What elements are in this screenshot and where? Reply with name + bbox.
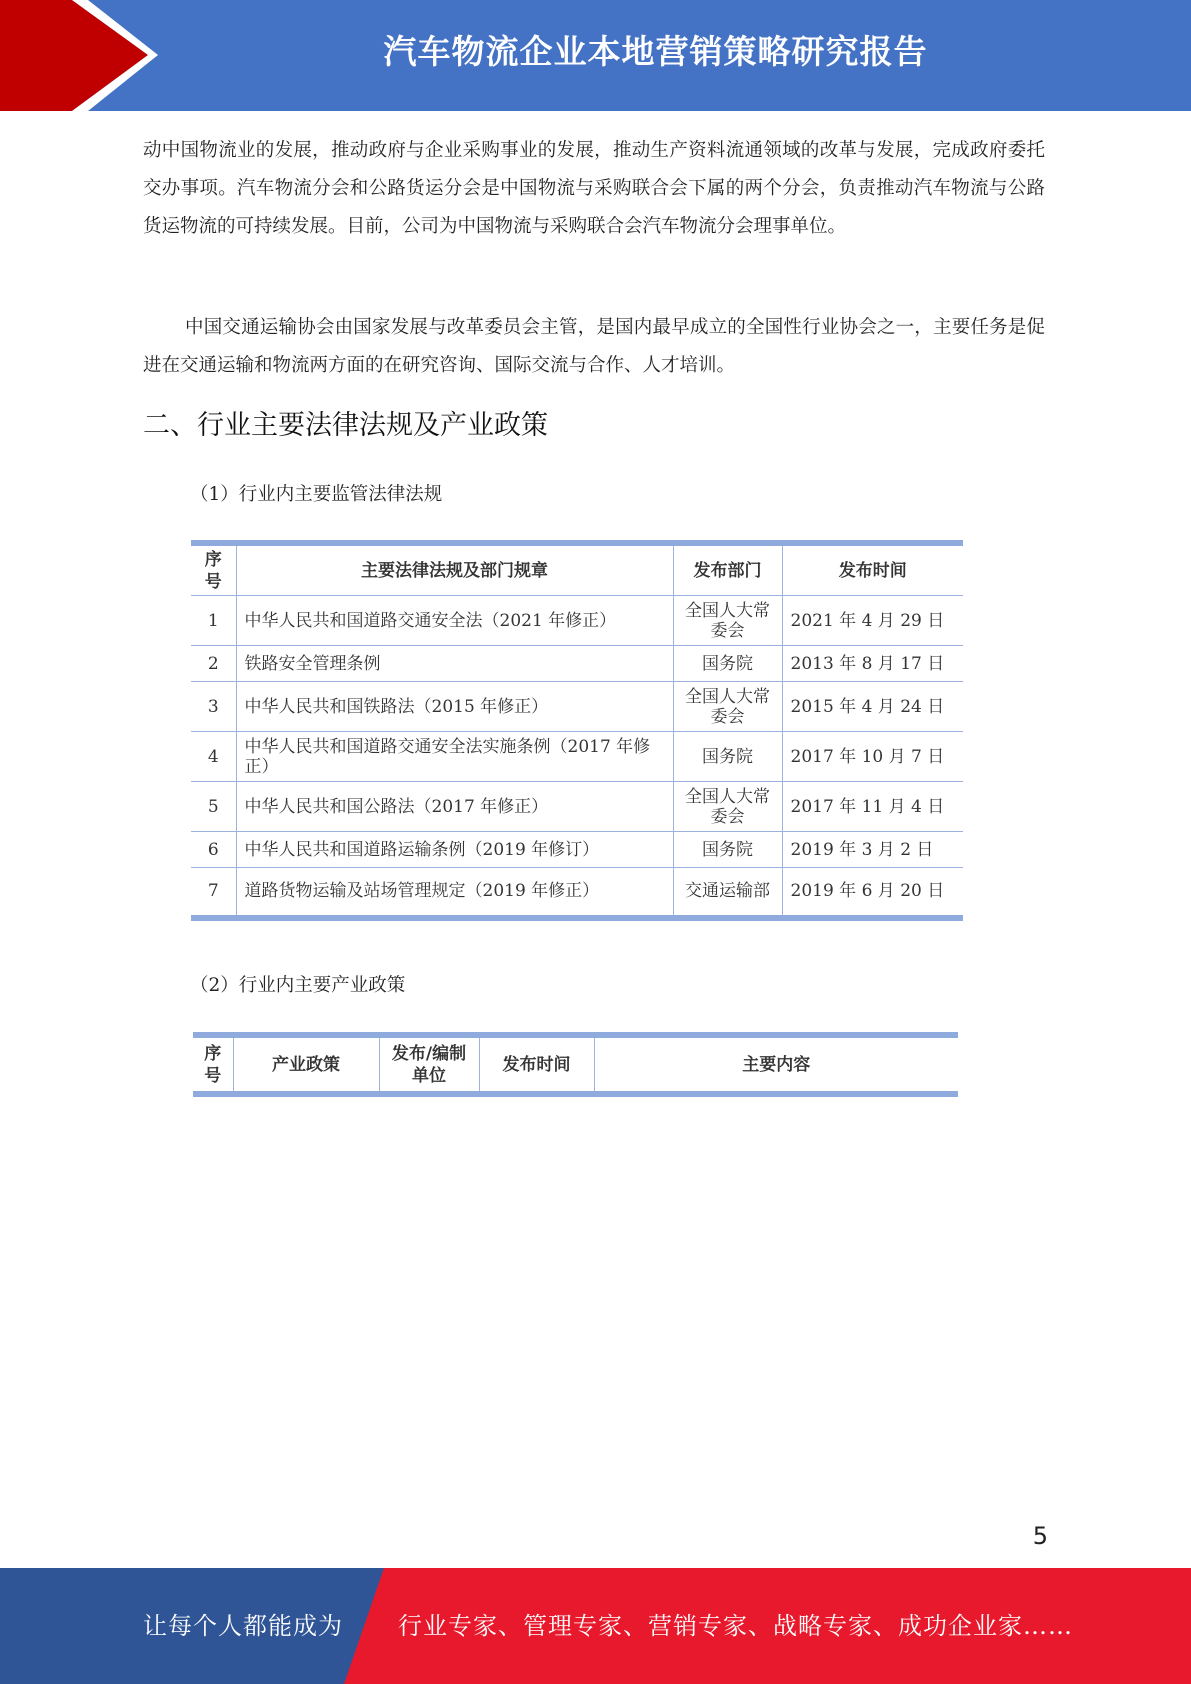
table-row [191,868,963,918]
row-department: 国务院 [673,646,782,682]
row-date: 2019 年 6 月 20 日 [782,868,963,918]
row-regulation: 中华人民共和国铁路法（2015 年修正） [236,682,673,732]
row-regulation: 中华人民共和国公路法（2017 年修正） [236,782,673,832]
row-regulation: 中华人民共和国道路运输条例（2019 年修订） [236,832,673,868]
row-regulation: 中华人民共和国道路交通安全法（2021 年修正） [236,596,673,646]
row-department: 全国人大常委会 [673,682,782,732]
footer-slogan-right: 行业专家、管理专家、营销专家、战略专家、成功企业家…… [398,1612,1073,1640]
row-date: 2021 年 4 月 29 日 [782,596,963,646]
table-row [191,782,963,832]
table-header-row [191,543,963,596]
header-index: 序号 [193,1035,233,1094]
header-issuer: 发布/编制单位 [379,1035,479,1094]
table-header-row [193,1035,958,1094]
table-row [191,682,963,732]
row-index: 3 [191,682,236,732]
header-policy: 产业政策 [233,1035,379,1094]
row-index: 6 [191,832,236,868]
page-number: 5 [1032,1522,1048,1550]
row-index: 4 [191,732,236,782]
table-row [191,596,963,646]
row-index: 2 [191,646,236,682]
header-date: 发布时间 [479,1035,594,1094]
row-regulation: 铁路安全管理条例 [236,646,673,682]
section-heading: 二、行业主要法律法规及产业政策 [143,410,548,441]
row-index: 1 [191,596,236,646]
row-regulation: 道路货物运输及站场管理规定（2019 年修正） [236,868,673,918]
page-footer [0,1568,1191,1684]
row-index: 7 [191,868,236,918]
row-date: 2019 年 3 月 2 日 [782,832,963,868]
body-paragraph-1: 动中国物流业的发展，推动政府与企业采购事业的发展，推动生产资料流通领域的改革与发展，完成政府委托交办事项。汽车物流分会和公路货运分会是中国物流与采购联合会下属的两个分会，负责推动汽车物流与公路货运物流的可持续发展。目前，公司为中国物流与采购联合会汽车物流分会理事单位。 [143,140,1045,237]
footer-slogan-left: 让每个人都能成为 [143,1612,343,1640]
row-department: 全国人大常委会 [673,596,782,646]
header-index: 序号 [191,543,236,596]
row-date: 2015 年 4 月 24 日 [782,682,963,732]
row-department: 国务院 [673,832,782,868]
table-row [191,832,963,868]
row-date: 2017 年 11 月 4 日 [782,782,963,832]
row-department: 全国人大常委会 [673,782,782,832]
row-regulation: 中华人民共和国道路交通安全法实施条例（2017 年修正） [236,732,673,782]
laws-table [191,540,963,921]
table-row [191,732,963,782]
row-date: 2017 年 10 月 7 日 [782,732,963,782]
header-regulation: 主要法律法规及部门规章 [236,543,673,596]
report-title: 汽车物流企业本地营销策略研究报告 [383,32,928,71]
row-department: 交通运输部 [673,868,782,918]
header-content: 主要内容 [594,1035,958,1094]
body-paragraph-2: 中国交通运输协会由国家发展与改革委员会主管，是国内最早成立的全国性行业协会之一，主要任务是促进在交通运输和物流两方面的在研究咨询、国际交流与合作、人才培训。 [143,317,1045,376]
header-date: 发布时间 [782,543,963,596]
laws-table-caption: （1）行业内主要监管法律法规 [190,484,443,505]
page-header [0,0,1191,111]
table-row [191,646,963,682]
header-department: 发布部门 [673,543,782,596]
row-index: 5 [191,782,236,832]
policy-table [193,1032,958,1097]
row-department: 国务院 [673,732,782,782]
policy-table-caption: （2）行业内主要产业政策 [190,975,406,996]
row-date: 2013 年 8 月 17 日 [782,646,963,682]
